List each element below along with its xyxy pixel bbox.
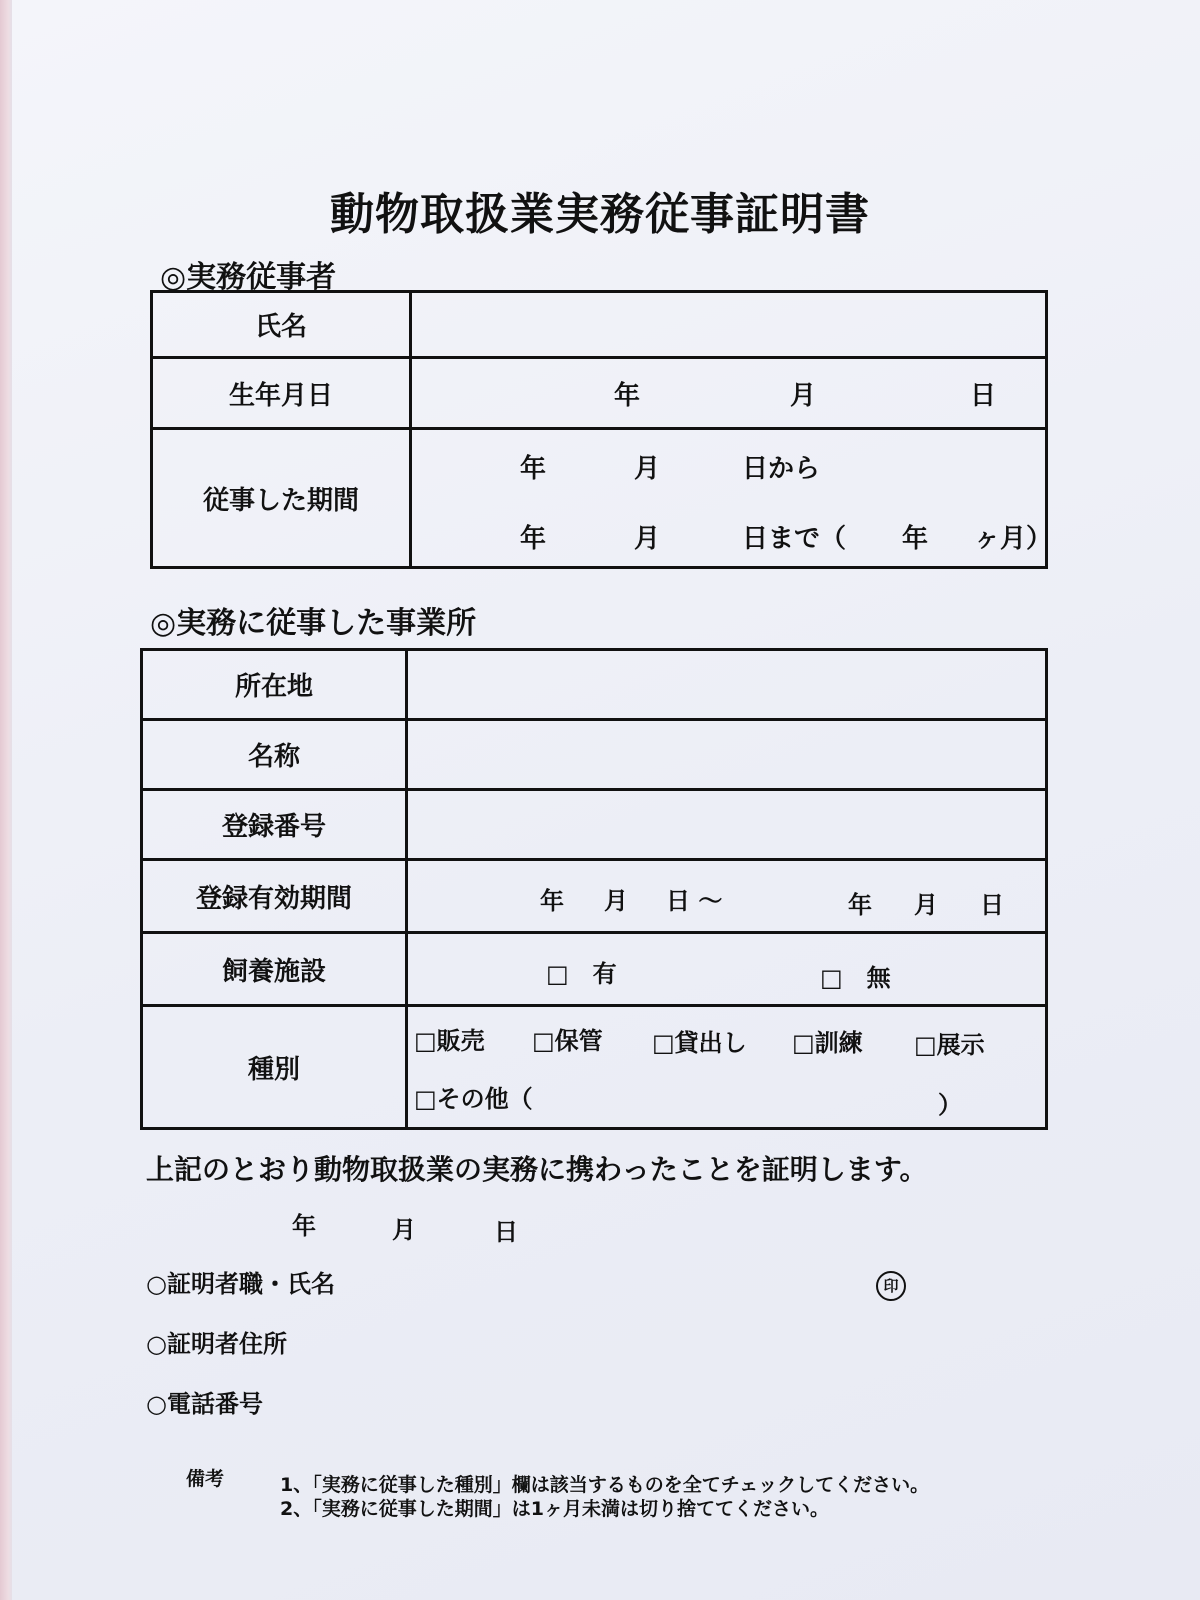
period-to-day: 日まで（ xyxy=(742,524,847,554)
dob-month: 月 xyxy=(790,381,817,411)
period-to-year: 年 xyxy=(520,524,547,554)
row-period xyxy=(152,429,1047,568)
cert-date-day: 日 xyxy=(494,1218,518,1246)
address-field[interactable] xyxy=(407,650,1047,720)
validity-start-day: 日 〜 xyxy=(666,887,723,915)
section-office-heading: ◎実務に従事した事業所 xyxy=(150,606,477,641)
validity-end-year: 年 xyxy=(848,891,872,919)
row-regno xyxy=(142,790,1047,860)
address-label: 所在地 xyxy=(142,650,407,720)
type-training-checkbox[interactable]: □訓練 xyxy=(792,1029,863,1057)
type-other-close: ） xyxy=(938,1091,962,1119)
cert-date-month: 月 xyxy=(392,1216,416,1244)
period-field[interactable] xyxy=(411,429,1053,568)
validity-start-month: 月 xyxy=(604,887,628,915)
note-2: 2、「実務に従事した期間」は1ヶ月未満は切り捨ててください。 xyxy=(280,1498,829,1520)
validity-label: 登録有効期間 xyxy=(142,860,407,933)
row-office-name xyxy=(142,720,1047,790)
name-field[interactable] xyxy=(411,292,1047,358)
section-worker-heading: ◎実務従事者 xyxy=(160,260,337,295)
period-from-day: 日から xyxy=(742,454,821,484)
period-total-year: 年 xyxy=(902,524,929,554)
office-name-label: 名称 xyxy=(142,720,407,790)
type-label: 種別 xyxy=(142,1006,407,1129)
type-sale-checkbox[interactable]: □販売 xyxy=(414,1027,485,1055)
row-address xyxy=(142,650,1047,720)
notes-label: 備考 xyxy=(186,1468,225,1490)
validity-start-year: 年 xyxy=(540,887,564,915)
row-facility xyxy=(142,933,1047,1006)
period-total-months: ヶ月） xyxy=(974,524,1053,554)
worker-table xyxy=(150,290,1053,569)
type-storage-checkbox[interactable]: □保管 xyxy=(532,1027,603,1055)
office-table xyxy=(140,648,1048,1130)
row-dob xyxy=(152,358,1047,429)
row-name xyxy=(152,292,1047,358)
validity-field[interactable] xyxy=(407,860,1047,933)
type-exhibition-checkbox[interactable]: □展示 xyxy=(914,1031,985,1059)
document-title: 動物取扱業実務従事証明書 xyxy=(330,189,870,240)
type-rental-checkbox[interactable]: □貸出し xyxy=(652,1029,747,1057)
regno-field[interactable] xyxy=(407,790,1047,860)
certification-statement: 上記のとおり動物取扱業の実務に携わったことを証明します。 xyxy=(146,1153,928,1186)
dob-day: 日 xyxy=(970,381,997,411)
type-other-checkbox[interactable]: □その他（ xyxy=(414,1085,533,1113)
row-validity xyxy=(142,860,1047,933)
seal-mark: 印 xyxy=(876,1271,906,1301)
period-to-month: 月 xyxy=(634,524,661,554)
note-1: 1、「実務に従事した種別」欄は該当するものを全てチェックしてください。 xyxy=(280,1474,930,1496)
phone-label: ○電話番号 xyxy=(146,1390,263,1418)
facility-field xyxy=(407,933,1047,1006)
certifier-name-label: ○証明者職・氏名 xyxy=(146,1270,335,1298)
validity-end-day: 日 xyxy=(980,891,1004,919)
validity-end-month: 月 xyxy=(914,891,938,919)
regno-label: 登録番号 xyxy=(142,790,407,860)
row-type xyxy=(142,1006,1047,1129)
facility-no-checkbox[interactable]: □ 無 xyxy=(820,964,891,992)
dob-year: 年 xyxy=(614,381,641,411)
facility-yes-checkbox[interactable]: □ 有 xyxy=(546,960,617,988)
facility-label: 飼養施設 xyxy=(142,933,407,1006)
period-label: 従事した期間 xyxy=(152,429,411,568)
name-label: 氏名 xyxy=(152,292,411,358)
type-field xyxy=(407,1006,1047,1129)
period-from-year: 年 xyxy=(520,454,547,484)
cert-date-year: 年 xyxy=(292,1212,316,1240)
dob-field[interactable] xyxy=(411,358,1047,429)
certifier-address-label: ○証明者住所 xyxy=(146,1330,287,1358)
period-from-month: 月 xyxy=(634,454,661,484)
office-name-field[interactable] xyxy=(407,720,1047,790)
dob-label: 生年月日 xyxy=(152,358,411,429)
